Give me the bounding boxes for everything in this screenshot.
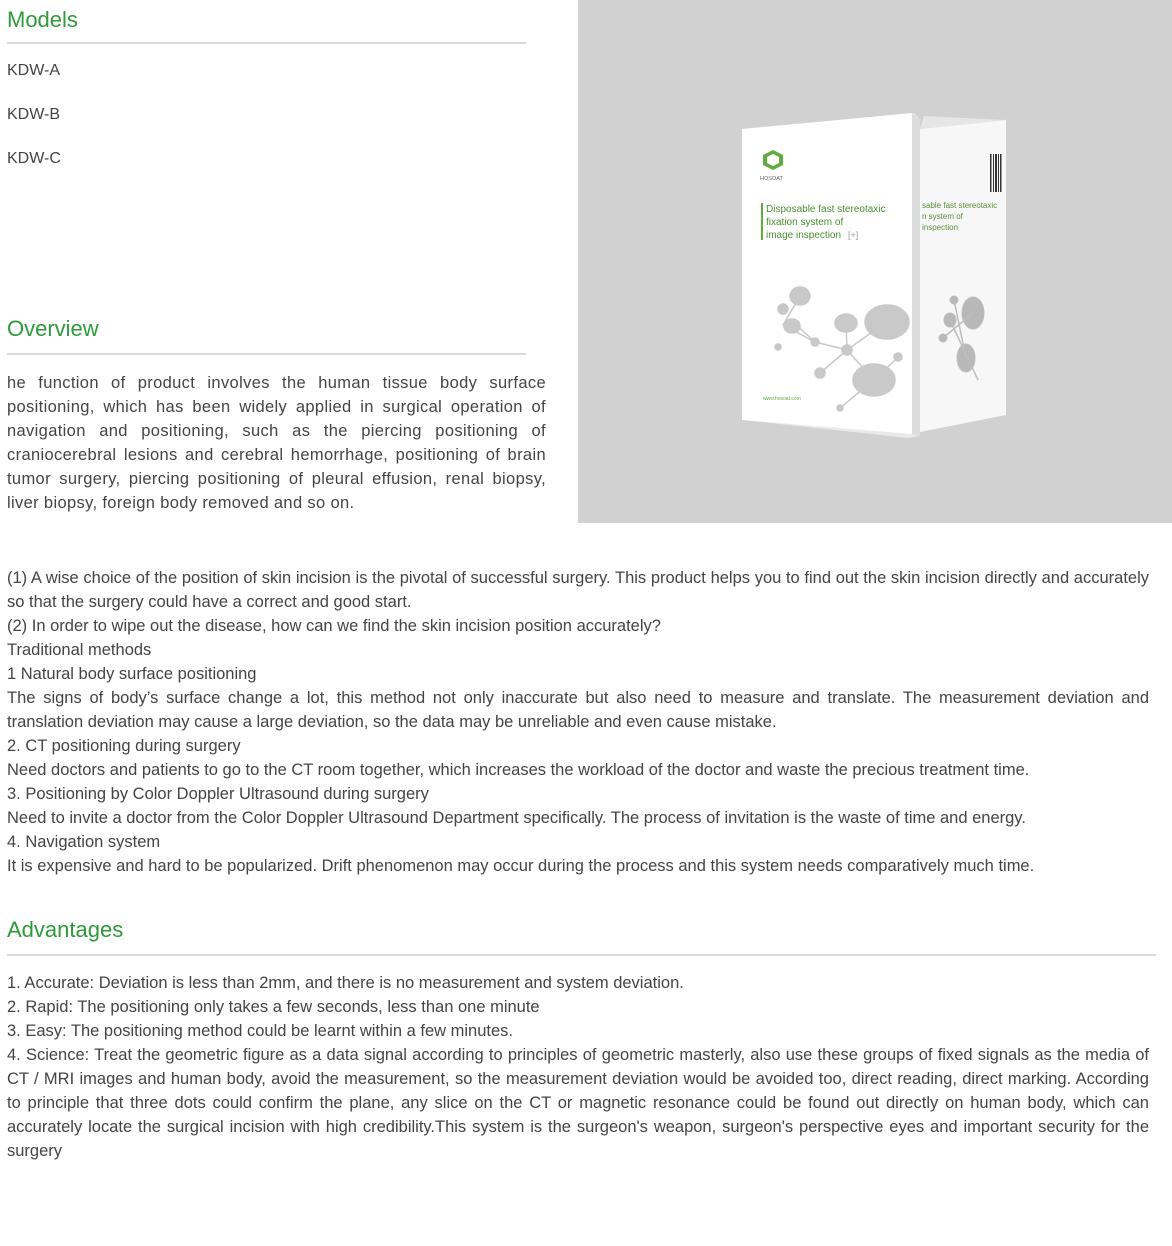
- product-box-illustration: [578, 0, 1172, 523]
- side-title-line-2: n system of: [922, 212, 963, 221]
- box-title-suffix: [+]: [848, 230, 859, 240]
- details-paragraph: 2. CT positioning during surgery: [7, 737, 241, 755]
- advantage-item: 3. Easy: The positioning method could be learnt within a few minutes.: [7, 1022, 513, 1040]
- details-paragraph: Traditional methods: [7, 641, 152, 659]
- side-title-line-1: sable fast stereotaxic: [922, 201, 998, 210]
- overview-divider: [7, 353, 526, 355]
- product-image: [578, 0, 1172, 523]
- models-divider: [7, 42, 526, 44]
- brand-name: HOSOAT: [760, 176, 783, 182]
- box-title-line-2: fixation system of: [766, 217, 844, 228]
- details-paragraph: 4. Navigation system: [7, 833, 161, 851]
- model-item-kdw-a: KDW-A: [7, 62, 61, 79]
- overview-heading: Overview: [7, 316, 99, 341]
- advantage-item: 4. Science: Treat the geometric figure as a data signal according to principles of geometric masterly, also use these groups of fixed signals as the media of CT / MRI images and human body, avoid the measurement, so the measurement deviation would be avoided too, direct reading, direct marking. According to principle that three dots could confirm the plane, any slice on the CT or magnetic resonance could be found out directly on human body, which can accurately locate the surgical incision with high credibility.This system is the surgeon's weapon, surgeon's perspective eyes and important security for the surgery: [7, 1046, 1149, 1160]
- details-paragraph: 3. Positioning by Color Doppler Ultrasound during surgery: [7, 785, 429, 803]
- details-paragraph: 1 Natural body surface positioning: [7, 665, 257, 683]
- box-title-line-1: Disposable fast stereotaxic: [766, 204, 886, 215]
- advantages-divider: [7, 954, 1156, 956]
- overview-text: he function of product involves the human tissue body surface positioning, which has been widely applied in surgical operation of navigation and positioning, such as the piercing positioning of craniocerebral lesions and cerebral hemorrhage, positioning of brain tumor surgery, piercing positioning of pleural effusion, renal biopsy, liver biopsy, foreign body removed and so on.: [7, 374, 546, 512]
- model-item-kdw-c: KDW-C: [7, 150, 61, 167]
- details-paragraph: Need doctors and patients to go to the CT room together, which increases the workload of the doctor and waste the precious treatment time.: [7, 761, 1030, 779]
- side-title-line-3: inspection: [922, 223, 959, 232]
- models-heading: Models: [7, 7, 78, 32]
- advantage-item: 2. Rapid: The positioning only takes a few seconds, less than one minute: [7, 998, 540, 1016]
- advantages-heading: Advantages: [7, 917, 124, 942]
- details-block: [7, 566, 1149, 878]
- box-title-line-3: image inspection: [766, 230, 842, 241]
- advantages-list: [7, 971, 1149, 1163]
- details-paragraph: Need to invite a doctor from the Color Doppler Ultrasound Department specifically. The process of invitation is the waste of time and energy.: [7, 809, 1026, 827]
- model-item-kdw-b: KDW-B: [7, 106, 61, 123]
- details-paragraph: It is expensive and hard to be popularized. Drift phenomenon may occur during the process and this system needs comparatively much time.: [7, 857, 1035, 875]
- details-paragraph: The signs of body’s surface change a lot, this method not only inaccurate but also need to measure and translate. The measurement deviation and translation deviation may cause a large deviation, so the data may be unreliable and even cause mistake.: [7, 689, 1149, 731]
- details-paragraph: (1) A wise choice of the position of skin incision is the pivotal of successful surgery. This product helps you to find out the skin incision directly and accurately so that the surgery could have a correct and good start.: [7, 569, 1149, 611]
- box-website: www.hosoat.com: [763, 396, 801, 402]
- advantage-item: 1. Accurate: Deviation is less than 2mm, and there is no measurement and system deviation.: [7, 974, 684, 992]
- details-paragraph: (2) In order to wipe out the disease, how can we find the skin incision position accurately?: [7, 617, 661, 635]
